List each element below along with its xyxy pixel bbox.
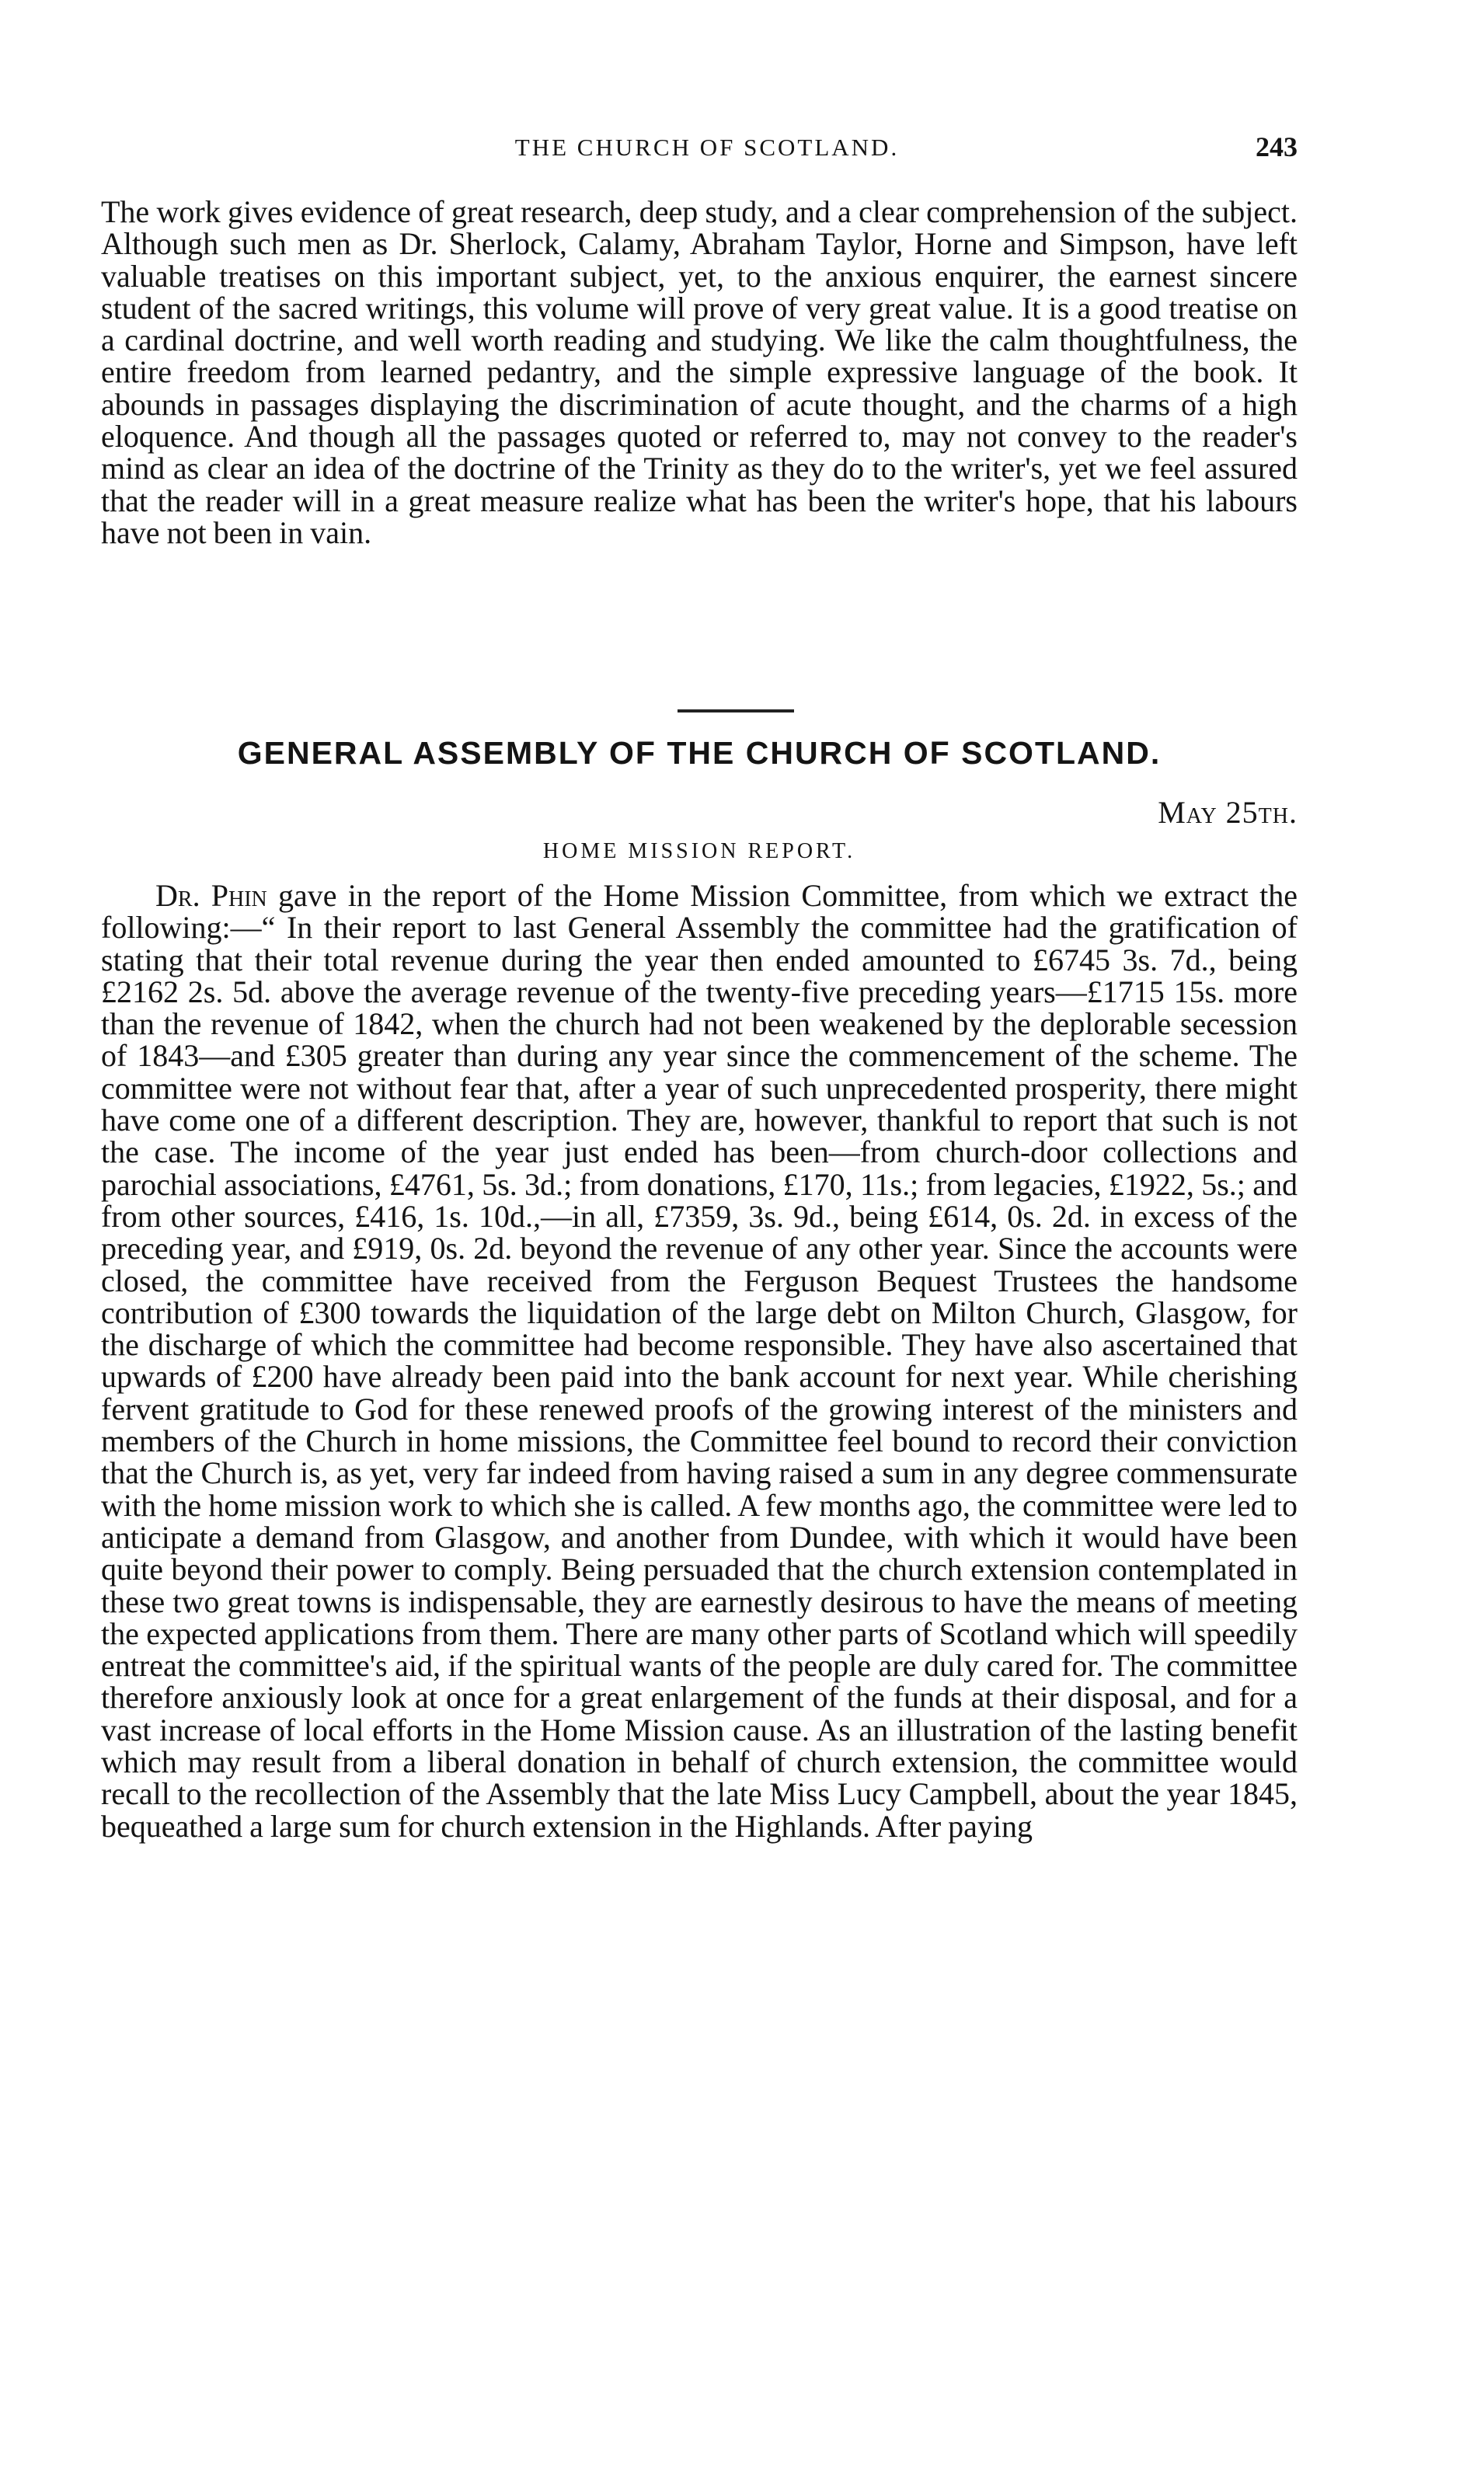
- speaker-name: Dr. Phin: [155, 878, 267, 913]
- section-divider: [678, 709, 794, 712]
- article-date: May 25th.: [1158, 795, 1298, 830]
- report-paragraph: [101, 880, 1298, 1842]
- page-number: 243: [1256, 131, 1298, 162]
- report-body: gave in the report of the Home Mission Committee, from which we extract the following:—“ In their report to last General Assembly the committee had the gratification of stating that their total revenue during the year then ended amounted to £6745 3s. 7d., being £2162 2s. 5d. above the average revenue of the twenty-five preceding years—£1715 15s. more than the revenue of 1842, when the church had not been weakened by the deplorable secession of 1843—and £305 greater than during any year since the commencement of the scheme. The committee were not without fear that, after a year of such unprecedented prosperity, there might have come one of a different description. They are, however, thankful to report that such is not the case. The income of the year just ended has been—from church-door collections and parochial associations, £4761, 5s. 3d.; from donations, £170, 11s.; from legacies, £1922, 5s.; and from other sources, £416, 1s. 10d.,—in all, £7359, 3s. 9d., being £614, 0s. 2d. in excess of the preceding year, and £919, 0s. 2d. beyond the revenue of any other year. Since the accounts were closed, the committee have received from the Ferguson Bequest Trustees the handsome contribution of £300 towards the liquidation of the large debt on Milton Church, Glasgow, for the discharge of which the committee had become responsible. They have also ascertained that upwards of £200 have already been paid into the bank account for next year. While cherishing fervent gratitude to God for these renewed proofs of the growing interest of the ministers and members of the Church in home missions, the Committee feel bound to record their conviction that the Church is, as yet, very far indeed from having raised a sum in any degree commensurate with the home mission work to which she is called. A few months ago, the committee were led to anticipate a demand from Glasgow, and another from Dundee, with which it would have been quite beyond their power to comply. Being persuaded that the church extension contemplated in these two great towns is indispensable, they are earnestly desirous to have the means of meeting the expected applications from them. There are many other parts of Scotland which will speedily entreat the committee's aid, if the spiritual wants of the people are duly cared for. The committee therefore anxiously look at once for a great enlargement of the funds at their disposal, and for a vast increase of local efforts in the Home Mission cause. As an illustration of the lasting benefit which may result from a liberal donation in behalf of church extension, the committee would recall to the recollection of the Assembly that the late Miss Lucy Campbell, about the year 1845, bequeathed a large sum for church extension in the Highlands. After paying: [101, 878, 1298, 1844]
- article-heading: GENERAL ASSEMBLY OF THE CHURCH OF SCOTLAND.: [237, 735, 1162, 771]
- running-head: [117, 131, 1298, 168]
- article-subheading: HOME MISSION REPORT.: [542, 839, 856, 863]
- review-paragraph: The work gives evidence of great research, deep study, and a clear comprehension of the subject. Although such men as Dr. Sherlock, Calamy, Abraham Taylor, Horne and Simpson, have left valuable treatises on this important subject, yet, to the anxious enquirer, the earnest sincere student of the sacred writings, this volume will prove of very great value. It is a good treatise on a cardinal doctrine, and well worth reading and studying. We like the calm thoughtfulness, the entire freedom from learned pedantry, and the simple expressive language of the book. It abounds in passages displaying the discrimination of acute thought, and the charms of a high eloquence. And though all the passages quoted or referred to, may not convey to the reader's mind as clear an idea of the doctrine of the Trinity as they do to the writer's, yet we feel assured that the reader will in a great measure realize what has been the writer's hope, that his labours have not been in vain.: [101, 194, 1298, 550]
- running-title: THE CHURCH OF SCOTLAND.: [514, 134, 900, 161]
